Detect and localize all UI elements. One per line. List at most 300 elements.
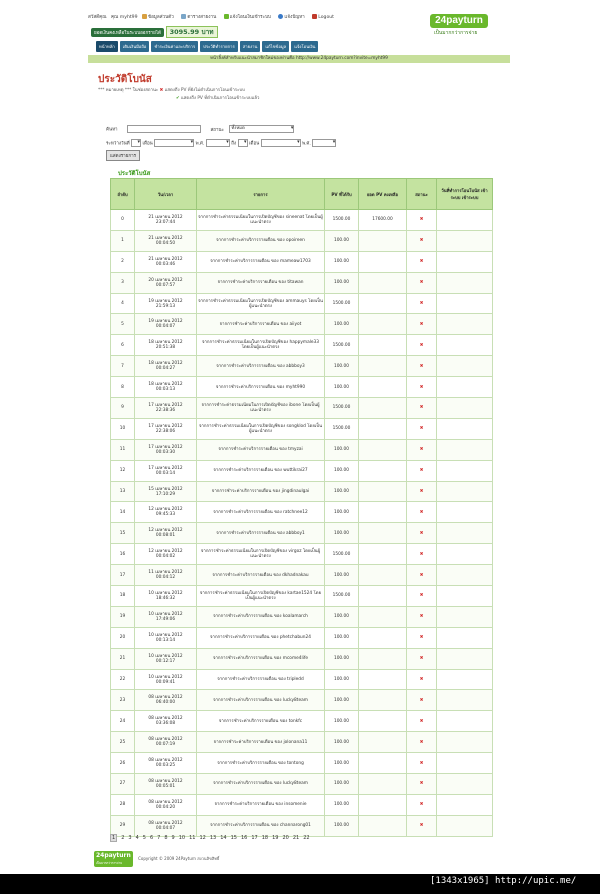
cell-transfer-date	[437, 794, 493, 815]
profile-link[interactable]: ข้อมูลส่วนตัว	[142, 15, 177, 20]
welcome-text: สวัสดีคุณ	[88, 15, 107, 20]
row-time: 00:04:50	[155, 240, 176, 246]
page-link[interactable]: 20	[282, 835, 289, 841]
end-day-select[interactable]	[238, 139, 248, 147]
nav-history[interactable]: ประวัติทำรายการ	[200, 41, 238, 52]
page-link[interactable]: 12	[199, 835, 206, 841]
cell-datetime	[135, 565, 197, 586]
cell-detail: จากการชำระค่าบริการรายเดือน ของ tmyzai	[197, 439, 325, 460]
end-month-select[interactable]	[261, 139, 301, 147]
cell-transfer-date	[437, 293, 493, 314]
page-link[interactable]: 21	[292, 835, 300, 841]
cell-pv: 1500.00	[325, 418, 359, 439]
pending-x-icon: ✖	[419, 217, 424, 223]
table-row	[111, 293, 493, 314]
cell-pv: 1500.00	[325, 586, 359, 607]
table-row	[111, 627, 493, 648]
cell-no: 26	[111, 753, 135, 774]
footer-logo[interactable]: 24payturn เป็นมากกว่าการจ่าย	[96, 852, 131, 865]
cell-pv-balance	[359, 293, 407, 314]
table-row	[111, 314, 493, 335]
cell-detail: จากการชำระค่าบริการรายเดือน ของ tonkfc	[197, 711, 325, 732]
cell-status	[407, 753, 437, 774]
cell-datetime	[135, 272, 197, 293]
row-date: 15 เมษายน 2012	[148, 486, 183, 492]
table-row	[111, 356, 493, 377]
table-row	[111, 606, 493, 627]
cell-detail: จากการชำระค่าบริการรายเดือน ของ lucky8team	[197, 774, 325, 795]
cell-pv: 100.00	[325, 460, 359, 481]
table-row	[111, 523, 493, 544]
row-date: 10 เมษายน 2012	[148, 653, 183, 659]
cell-status	[407, 356, 437, 377]
row-date: 10 เมษายน 2012	[148, 674, 183, 680]
cell-pv-balance	[359, 669, 407, 690]
cell-pv-balance	[359, 523, 407, 544]
site-logo[interactable]	[430, 14, 502, 40]
logout-link[interactable]: Logout	[312, 15, 337, 20]
cell-status	[407, 210, 437, 231]
cell-status	[407, 439, 437, 460]
cell-pv-balance	[359, 439, 407, 460]
search-input[interactable]	[127, 125, 201, 133]
table-row	[111, 398, 493, 419]
pending-x-icon: ✖	[419, 739, 424, 745]
pending-x-icon: ✖	[419, 447, 424, 453]
cell-detail: จากการชำระค่าบริการรายเดือน ของ phetchabun24	[197, 627, 325, 648]
page-link[interactable]: 5	[142, 835, 146, 841]
cell-pv: 100.00	[325, 377, 359, 398]
cell-pv-balance	[359, 794, 407, 815]
cell-pv: 100.00	[325, 356, 359, 377]
cell-datetime	[135, 523, 197, 544]
top-bar	[88, 14, 428, 22]
pending-x-icon: ✖	[419, 572, 424, 578]
cell-datetime	[135, 481, 197, 502]
row-time: 17:49:06	[155, 616, 176, 622]
page-link[interactable]: 9	[171, 835, 175, 841]
cell-detail: จากการชำระค่าธรรมเนียมในการเปิดบัญชีของ virgoz โดยเป็นผู้แนะนำตรง	[197, 544, 325, 565]
cell-transfer-date	[437, 230, 493, 251]
balance-value: 3095.99 บาท	[166, 26, 218, 38]
table-row	[111, 669, 493, 690]
cell-no: 29	[111, 815, 135, 836]
cell-pv-balance	[359, 272, 407, 293]
invite-bar: หน้าลิ้งค์สำหรับแนะนำสมาชิกใหม่ของท่านคือ http://www.24payturn.com?invite=myht99	[88, 55, 510, 63]
cell-pv-balance	[359, 648, 407, 669]
row-time: 03:36:08	[155, 721, 176, 727]
col-pv[interactable]: PV ที่ได้รับ	[325, 179, 359, 210]
cell-pv: 1500.00	[325, 398, 359, 419]
cell-status	[407, 794, 437, 815]
cell-no: 17	[111, 565, 135, 586]
page-link[interactable]: 8	[164, 835, 168, 841]
nav-network[interactable]: สายงาน	[240, 41, 261, 52]
search-label: ค้นหา	[106, 127, 118, 133]
cell-pv: 100.00	[325, 815, 359, 836]
cell-pv: 100.00	[325, 732, 359, 753]
cell-status	[407, 418, 437, 439]
cell-pv-balance	[359, 586, 407, 607]
row-time: 00:03:13	[155, 387, 176, 393]
cell-no: 8	[111, 377, 135, 398]
cell-transfer-date	[437, 648, 493, 669]
pending-x-icon: ✖	[419, 321, 424, 327]
balance-label: ยอดเงินคงเหลือในระบบออกรายได้	[91, 28, 164, 37]
pending-x-icon: ✖	[419, 468, 424, 474]
page-link[interactable]: 3	[128, 835, 132, 841]
cell-no: 15	[111, 523, 135, 544]
cell-status	[407, 272, 437, 293]
cell-pv: 100.00	[325, 606, 359, 627]
cell-no: 10	[111, 418, 135, 439]
copyright: Copyright © 2009 24Payturn สงวนลิขสิทธิ์	[138, 856, 220, 861]
cell-detail: จากการชำระค่าบริการรายเดือน ของ abbboy1	[197, 523, 325, 544]
cell-datetime	[135, 398, 197, 419]
row-date: 08 เมษายน 2012	[148, 758, 183, 764]
row-date: 11 เมษายน 2012	[148, 570, 183, 576]
cell-no: 9	[111, 398, 135, 419]
col-detail[interactable]: รายการ	[197, 179, 325, 210]
nav-transfer-notify[interactable]: แจ้งโอนเงิน	[291, 41, 318, 52]
table-header-row	[111, 179, 493, 210]
network-link[interactable]: ตารางสายงาน	[181, 15, 219, 20]
cell-no: 7	[111, 356, 135, 377]
main-nav	[96, 41, 320, 52]
table-row	[111, 586, 493, 607]
row-date: 12 เมษายน 2012	[148, 528, 183, 534]
cell-detail: จากการชำระค่าธรรมเนียมในการเปิดบัญชีของ songklod โดยเป็นผู้แนะนำตรง	[197, 418, 325, 439]
cell-detail: จากการชำระค่าธรรมเนียมในการเปิดบัญชีของ ammauys โดยเป็นผู้แนะนำตรง	[197, 293, 325, 314]
row-date: 19 เมษายน 2012	[148, 298, 183, 304]
table-row	[111, 210, 493, 231]
cell-pv: 100.00	[325, 439, 359, 460]
cell-datetime	[135, 711, 197, 732]
cell-no: 22	[111, 669, 135, 690]
page-link[interactable]: 7	[157, 835, 161, 841]
pending-x-icon: ✖	[419, 656, 424, 662]
pending-x-icon: ✖	[419, 509, 424, 515]
cell-pv-balance	[359, 356, 407, 377]
page-link[interactable]: 6	[149, 835, 154, 841]
cell-pv-balance	[359, 732, 407, 753]
cell-detail: จากการชำระค่าบริการรายเดือน ของ titawan	[197, 272, 325, 293]
start-month-label: เดือน	[142, 141, 153, 147]
pending-x-icon: ✖	[419, 363, 424, 369]
cell-pv: 100.00	[325, 648, 359, 669]
cell-transfer-date	[437, 272, 493, 293]
cell-pv-balance	[359, 753, 407, 774]
pending-x-icon: ✖	[419, 760, 424, 766]
pending-x-icon: ✖	[419, 823, 424, 829]
end-year-select[interactable]	[312, 139, 336, 147]
page-link[interactable]: 4	[135, 835, 139, 841]
table-row	[111, 648, 493, 669]
page-link[interactable]: 22	[303, 835, 310, 841]
row-date: 21 เมษายน 2012	[148, 256, 183, 262]
cell-pv: 100.00	[325, 669, 359, 690]
row-time: 00:09:41	[155, 679, 176, 685]
row-time: 00:03:14	[155, 470, 176, 476]
cell-datetime	[135, 794, 197, 815]
page-link[interactable]: 16	[240, 835, 248, 841]
cell-datetime	[135, 690, 197, 711]
cell-datetime	[135, 230, 197, 251]
col-status[interactable]: สถานะ	[407, 179, 437, 210]
cell-detail: จากการชำระค่าธรรมเนียมในการเปิดบัญชีของ kartae1524 โดยเป็นผู้แนะนำตรง	[197, 586, 325, 607]
cell-no: 19	[111, 606, 135, 627]
check-icon: ✔	[176, 96, 180, 101]
pending-x-icon: ✖	[419, 238, 424, 244]
cell-datetime	[135, 606, 197, 627]
cell-status	[407, 774, 437, 795]
page-link[interactable]: 11	[189, 835, 196, 841]
logout-icon	[312, 14, 317, 19]
cell-datetime	[135, 732, 197, 753]
cell-no: 6	[111, 335, 135, 356]
table-row	[111, 272, 493, 293]
pending-x-icon: ✖	[419, 614, 424, 620]
end-year-label: พ.ศ.	[302, 141, 311, 147]
user-icon	[142, 14, 147, 19]
end-month-label: เดือน	[248, 141, 260, 147]
cell-datetime	[135, 314, 197, 335]
cell-no: 14	[111, 502, 135, 523]
cell-pv: 1500.00	[325, 335, 359, 356]
cell-status	[407, 732, 437, 753]
pending-x-icon: ✖	[419, 489, 424, 495]
row-date: 21 เมษายน 2012	[148, 214, 183, 220]
col-datetime[interactable]: วัน/เวลา	[135, 179, 197, 210]
cell-transfer-date	[437, 418, 493, 439]
cell-pv: 100.00	[325, 251, 359, 272]
table-row	[111, 753, 493, 774]
table-row	[111, 711, 493, 732]
cell-pv: 100.00	[325, 481, 359, 502]
row-time: 00:08:01	[155, 533, 176, 539]
report-problem-link[interactable]: แจ้งปัญหา	[278, 15, 307, 20]
cell-status	[407, 481, 437, 502]
nav-pay-bills[interactable]: ชำระเงินค่าและบริการ	[151, 41, 198, 52]
cell-pv-balance	[359, 335, 407, 356]
show-list-button[interactable]: แสดงรายการ	[106, 150, 140, 161]
page-link[interactable]: 17	[251, 835, 258, 841]
page-title: ประวัติโบนัส	[98, 74, 152, 85]
row-date: 12 เมษายน 2012	[148, 507, 183, 513]
col-no[interactable]: ลำดับ	[111, 179, 135, 210]
row-date: 08 เมษายน 2012	[148, 737, 183, 743]
cell-transfer-date	[437, 815, 493, 836]
cell-transfer-date	[437, 356, 493, 377]
cell-status	[407, 314, 437, 335]
page-link[interactable]: 10	[178, 835, 186, 841]
cell-no: 13	[111, 481, 135, 502]
cell-pv-balance	[359, 774, 407, 795]
row-date: 18 เมษายน 2012	[148, 382, 183, 388]
cell-detail: จากการชำระค่าบริการรายเดือน ของ jingdinaulgai	[197, 481, 325, 502]
page-link[interactable]: 2	[121, 835, 125, 841]
cell-detail: จากการชำระค่าธรรมเนียมในการเปิดบัญชีของ happymale33 โดยเป็นผู้แนะนำตรง	[197, 335, 325, 356]
status-legend: *** หมายเหตุ *** ในช่องสถานะ ✖ แสดงถึง PV ที่ยังไม่ดำเนินการโอนเข้าระบบ ✔ แสดงถึง PV ที่ดำเนินการโอนเข้าระบบแล้ว	[98, 88, 260, 101]
cell-transfer-date	[437, 481, 493, 502]
cell-status	[407, 377, 437, 398]
cell-transfer-date	[437, 565, 493, 586]
row-date: 08 เมษายน 2012	[148, 778, 183, 784]
x-icon: ✖	[159, 88, 164, 93]
row-time: 22:38:06	[155, 428, 176, 434]
cell-pv-balance	[359, 481, 407, 502]
cell-datetime	[135, 439, 197, 460]
row-time: 20:51:38	[155, 345, 176, 351]
between-label: ระหว่างวันที่	[106, 141, 130, 147]
cell-pv-balance	[359, 418, 407, 439]
cell-datetime	[135, 586, 197, 607]
cell-pv: 100.00	[325, 230, 359, 251]
status-select[interactable]: ทั้งหมด ▾	[229, 125, 294, 133]
username: คุณ myht99	[110, 15, 138, 20]
start-month-select[interactable]	[154, 139, 194, 147]
cell-transfer-date	[437, 753, 493, 774]
row-date: 08 เมษายน 2012	[148, 716, 183, 722]
table-row	[111, 439, 493, 460]
col-pv-balance[interactable]: ยอด PV คงเหลือ	[359, 179, 407, 210]
logo-tagline: เป็นมากกว่าการจ่าย	[434, 30, 478, 36]
cell-no: 5	[111, 314, 135, 335]
cell-datetime	[135, 774, 197, 795]
page-link[interactable]: 18	[261, 835, 269, 841]
cell-datetime	[135, 627, 197, 648]
page-link[interactable]: 1	[112, 835, 116, 841]
col-transfer-date[interactable]: วันที่ทำการโอนโบนัส เข้าระบบ เข้าระบบ	[437, 179, 493, 210]
cell-detail: จากการชำระค่าบริการรายเดือน ของ opoireen	[197, 230, 325, 251]
cell-pv-balance	[359, 460, 407, 481]
cell-datetime	[135, 502, 197, 523]
table-row	[111, 481, 493, 502]
page-link[interactable]: 15	[230, 835, 237, 841]
transfer-notify-link[interactable]: แจ้งโอนเงินเข้าระบบ	[224, 15, 274, 20]
cell-detail: จากการชำระค่าบริการรายเดือน ของ dkhadnakau	[197, 565, 325, 586]
pending-x-icon: ✖	[419, 718, 424, 724]
cell-transfer-date	[437, 398, 493, 419]
row-date: 10 เมษายน 2012	[148, 611, 183, 617]
row-date: 19 เมษายน 2012	[148, 319, 183, 325]
cell-status	[407, 648, 437, 669]
row-time: 21:59:13	[155, 303, 176, 309]
row-date: 18 เมษายน 2012	[148, 340, 183, 346]
cell-detail: จากการชำระค่าบริการรายเดือน ของ jolonana11	[197, 732, 325, 753]
cell-pv: 1500.00	[325, 544, 359, 565]
cell-datetime	[135, 669, 197, 690]
row-date: 18 เมษายน 2012	[148, 361, 183, 367]
cell-status	[407, 523, 437, 544]
row-time: 00:07:57	[155, 282, 176, 288]
row-date: 10 เมษายน 2012	[148, 590, 183, 596]
start-year-label: พ.ศ.	[195, 141, 205, 147]
row-time: 00:03:46	[155, 261, 176, 267]
cell-detail: จากการชำระค่าบริการรายเดือน ของ lucky8team	[197, 690, 325, 711]
page-link[interactable]: 13	[209, 835, 217, 841]
cell-no: 1	[111, 230, 135, 251]
table-row	[111, 460, 493, 481]
row-date: 12 เมษายน 2012	[148, 549, 183, 555]
cell-pv: 100.00	[325, 314, 359, 335]
row-time: 00:07:19	[155, 742, 176, 748]
cell-datetime	[135, 251, 197, 272]
logo-mark: 24payturn	[430, 14, 488, 28]
table-row	[111, 502, 493, 523]
cell-no: 18	[111, 586, 135, 607]
start-day-select[interactable]	[131, 139, 141, 147]
table-row	[111, 418, 493, 439]
row-time: 18:46:32	[155, 595, 176, 601]
cell-transfer-date	[437, 251, 493, 272]
cell-datetime	[135, 418, 197, 439]
nav-home[interactable]: หน้าหลัก	[96, 41, 118, 52]
cell-no: 11	[111, 439, 135, 460]
page-link[interactable]: 19	[272, 835, 279, 841]
table-title: ประวัติโบนัส	[118, 170, 151, 177]
pending-x-icon: ✖	[419, 551, 424, 557]
cell-pv-balance	[359, 606, 407, 627]
cell-datetime	[135, 293, 197, 314]
pending-x-icon: ✖	[419, 593, 424, 599]
pending-x-icon: ✖	[419, 635, 424, 641]
cell-no: 23	[111, 690, 135, 711]
row-time: 00:05:01	[155, 783, 176, 789]
cell-detail: จากการชำระค่าบริการรายเดือน ของ ratchnee12	[197, 502, 325, 523]
cell-no: 4	[111, 293, 135, 314]
cell-transfer-date	[437, 690, 493, 711]
balance-box	[91, 26, 218, 36]
cell-status	[407, 606, 437, 627]
cell-status	[407, 565, 437, 586]
nav-topup[interactable]: เติมเงินมือถือ	[120, 41, 150, 52]
watermark: [1343x1965] http://upic.me/	[430, 876, 577, 886]
cell-detail: จากการชำระค่าบริการรายเดือน ของ myht990	[197, 377, 325, 398]
nav-edit-profile[interactable]: แก้ไขข้อมูล	[262, 41, 289, 52]
start-year-select[interactable]	[206, 139, 230, 147]
page-link[interactable]: 14	[220, 835, 227, 841]
pending-x-icon: ✖	[419, 405, 424, 411]
cell-transfer-date	[437, 544, 493, 565]
cell-no: 21	[111, 648, 135, 669]
cell-transfer-date	[437, 586, 493, 607]
row-time: 00:04:07	[155, 825, 176, 831]
row-date: 17 เมษายน 2012	[148, 465, 183, 471]
row-date: 08 เมษายน 2012	[148, 799, 183, 805]
cell-pv-balance	[359, 565, 407, 586]
cell-pv: 1500.00	[325, 210, 359, 231]
row-time: 23:07:44	[155, 219, 176, 225]
row-date: 10 เมษายน 2012	[148, 632, 183, 638]
cell-detail: จากการชำระค่าบริการรายเดือน ของ mcome4life	[197, 648, 325, 669]
cell-no: 20	[111, 627, 135, 648]
cell-status	[407, 586, 437, 607]
cell-pv: 100.00	[325, 690, 359, 711]
cell-status	[407, 398, 437, 419]
cell-pv-balance	[359, 690, 407, 711]
cell-pv-balance	[359, 230, 407, 251]
row-time: 00:04:07	[155, 324, 176, 330]
cell-pv-balance	[359, 544, 407, 565]
cell-status	[407, 627, 437, 648]
pending-x-icon: ✖	[419, 384, 424, 390]
cell-pv: 100.00	[325, 794, 359, 815]
cell-status	[407, 544, 437, 565]
pagination	[110, 834, 314, 842]
cell-pv-balance	[359, 398, 407, 419]
cell-transfer-date	[437, 523, 493, 544]
